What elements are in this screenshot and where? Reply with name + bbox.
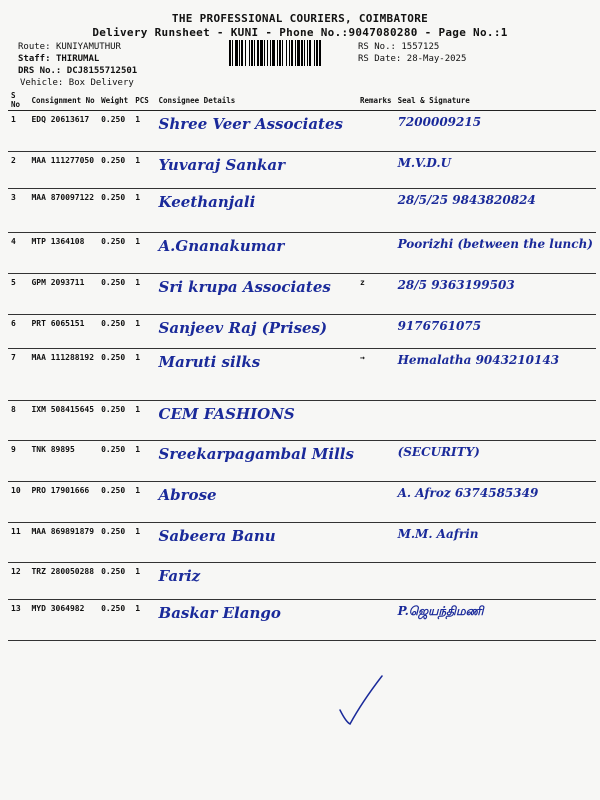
drs-line xyxy=(18,67,137,76)
weight: 0.250 xyxy=(98,274,132,315)
table-row xyxy=(8,152,596,189)
weight: 0.250 xyxy=(98,401,132,441)
barcode-bar xyxy=(249,40,250,66)
barcode-bar xyxy=(279,40,281,66)
remarks xyxy=(357,111,395,152)
weight: 0.250 xyxy=(98,315,132,349)
rs-no-line xyxy=(358,43,439,52)
runsheet-subtitle: Delivery Runsheet - KUNI - Phone No.:9047080280 - Page No.:1 xyxy=(92,26,508,39)
table-row xyxy=(8,274,596,315)
consignment-no: GPM 2093711 xyxy=(28,274,98,315)
consignment-no: MAA 869891879 xyxy=(28,523,98,563)
row-sno: 6 xyxy=(8,315,28,349)
consignee-details: Abrose xyxy=(156,482,357,523)
barcode-bar xyxy=(254,40,255,66)
table-row xyxy=(8,482,596,523)
barcode-bar xyxy=(309,40,311,66)
pieces: 1 xyxy=(132,111,155,152)
remarks xyxy=(357,315,395,349)
consignee-details: Shree Veer Associates xyxy=(156,111,357,152)
barcode-bar xyxy=(251,40,253,66)
runsheet-table xyxy=(8,90,596,641)
consignment-no: MAA 111288192 xyxy=(28,349,98,401)
remarks: z xyxy=(357,274,395,315)
pieces: 1 xyxy=(132,482,155,523)
pieces: 1 xyxy=(132,563,155,600)
remarks xyxy=(357,152,395,189)
barcode-bar xyxy=(319,40,321,66)
table-row xyxy=(8,401,596,441)
row-sno: 7 xyxy=(8,349,28,401)
remarks xyxy=(357,401,395,441)
consignee-details: CEM FASHIONS xyxy=(156,401,357,441)
row-sno: 13 xyxy=(8,600,28,641)
col-header: Consignee Details xyxy=(156,90,357,111)
remarks xyxy=(357,523,395,563)
pieces: 1 xyxy=(132,189,155,233)
vehicle-value: Box Delivery xyxy=(68,78,134,88)
seal-signature: Poorizhi (between the lunch) xyxy=(395,233,596,274)
row-sno: 11 xyxy=(8,523,28,563)
barcode-bar xyxy=(286,40,287,66)
seal-signature: M.V.D.U xyxy=(395,152,596,189)
weight: 0.250 xyxy=(98,441,132,482)
table-row xyxy=(8,523,596,563)
staff-label: Staff: xyxy=(18,54,51,64)
consignee-details: Fariz xyxy=(156,563,357,600)
pieces: 1 xyxy=(132,401,155,441)
remarks xyxy=(357,189,395,233)
vehicle-label: Vehicle: xyxy=(20,78,64,88)
barcode-bar xyxy=(277,40,278,66)
remarks xyxy=(357,600,395,641)
seal-signature: 7200009215 xyxy=(395,111,596,152)
barcode-bar xyxy=(270,40,271,66)
seal-signature xyxy=(395,401,596,441)
barcode-bar xyxy=(235,40,238,66)
row-sno: 4 xyxy=(8,233,28,274)
consignee-details: Sanjeev Raj (Prises) xyxy=(156,315,357,349)
drs-label: DRS No.: xyxy=(18,66,62,76)
col-header: Seal & Signature xyxy=(395,90,596,111)
barcode-bar xyxy=(295,40,296,66)
row-sno: 9 xyxy=(8,441,28,482)
row-sno: 5 xyxy=(8,274,28,315)
consignment-no: MAA 870097122 xyxy=(28,189,98,233)
consignee-details: Baskar Elango xyxy=(156,600,357,641)
weight: 0.250 xyxy=(98,349,132,401)
table-row xyxy=(8,233,596,274)
row-sno: 2 xyxy=(8,152,28,189)
consignment-no: IXM 508415645 xyxy=(28,401,98,441)
barcode-bar xyxy=(267,40,268,66)
seal-signature: P.ஜெயந்திமணி xyxy=(395,600,596,641)
pieces: 1 xyxy=(132,523,155,563)
barcode-bar xyxy=(301,40,303,66)
consignee-details: Sabeera Banu xyxy=(156,523,357,563)
table-row xyxy=(8,315,596,349)
consignment-no: MYD 3064982 xyxy=(28,600,98,641)
company-title: THE PROFESSIONAL COURIERS, COIMBATORE xyxy=(171,12,429,25)
seal-signature xyxy=(395,563,596,600)
seal-signature: Hemalatha 9043210143 xyxy=(395,349,596,401)
weight: 0.250 xyxy=(98,233,132,274)
remarks xyxy=(357,233,395,274)
consignment-no: MTP 1364108 xyxy=(28,233,98,274)
barcode-bar xyxy=(314,40,315,66)
barcode-bar xyxy=(289,40,290,66)
table-row xyxy=(8,600,596,641)
barcode-bar xyxy=(245,40,246,66)
weight: 0.250 xyxy=(98,111,132,152)
remarks xyxy=(357,563,395,600)
pieces: 1 xyxy=(132,349,155,401)
pieces: 1 xyxy=(132,441,155,482)
rs-date-line xyxy=(358,55,466,64)
barcode-bar xyxy=(229,40,231,66)
row-sno: 10 xyxy=(8,482,28,523)
table-row xyxy=(8,189,596,233)
weight: 0.250 xyxy=(98,523,132,563)
col-header: Consignment No xyxy=(28,90,98,111)
remarks: → xyxy=(357,349,395,401)
barcode-bar xyxy=(291,40,293,66)
table-header-row xyxy=(8,90,596,111)
consignee-details: Maruti silks xyxy=(156,349,357,401)
col-header: PCS xyxy=(132,90,155,111)
consignment-no: TNK 89895 xyxy=(28,441,98,482)
barcode-bar xyxy=(264,40,265,66)
barcode xyxy=(229,40,353,66)
row-sno: 3 xyxy=(8,189,28,233)
seal-signature: M.M. Aafrin xyxy=(395,523,596,563)
weight: 0.250 xyxy=(98,189,132,233)
barcode-bar xyxy=(241,40,243,66)
table-row xyxy=(8,441,596,482)
consignment-no: PRO 17901666 xyxy=(28,482,98,523)
rs-no-label: RS No.: xyxy=(358,42,396,52)
weight: 0.250 xyxy=(98,482,132,523)
barcode-bar xyxy=(304,40,305,66)
weight: 0.250 xyxy=(98,600,132,641)
barcode-bar xyxy=(232,40,233,66)
barcode-bar xyxy=(307,40,308,66)
staff-value: THIRUMAL xyxy=(55,54,100,64)
barcode-bar xyxy=(257,40,259,66)
remarks xyxy=(357,482,395,523)
consignee-details: Sri krupa Associates xyxy=(156,274,357,315)
seal-signature: A. Afroz 6374585349 xyxy=(395,482,596,523)
rs-date-label: RS Date: xyxy=(358,54,402,64)
checkmark-icon xyxy=(336,672,386,728)
pieces: 1 xyxy=(132,152,155,189)
table-row xyxy=(8,563,596,600)
consignee-details: A.Gnanakumar xyxy=(156,233,357,274)
consignee-details: Keethanjali xyxy=(156,189,357,233)
consignment-no: PRT 6065151 xyxy=(28,315,98,349)
consignment-no: EDQ 20613617 xyxy=(28,111,98,152)
consignment-no: MAA 111277050 xyxy=(28,152,98,189)
row-sno: 12 xyxy=(8,563,28,600)
pieces: 1 xyxy=(132,315,155,349)
route-label: Route: xyxy=(18,42,51,52)
pieces: 1 xyxy=(132,600,155,641)
weight: 0.250 xyxy=(98,563,132,600)
col-header: S No xyxy=(8,90,28,111)
col-header: Weight xyxy=(98,90,132,111)
consignee-details: Yuvaraj Sankar xyxy=(156,152,357,189)
seal-signature: 28/5/25 9843820824 xyxy=(395,189,596,233)
rs-no-value: 1557125 xyxy=(401,42,440,52)
row-sno: 8 xyxy=(8,401,28,441)
remarks xyxy=(357,441,395,482)
consignment-no: TRZ 280050288 xyxy=(28,563,98,600)
seal-signature: (SECURITY) xyxy=(395,441,596,482)
staff-line xyxy=(18,55,99,64)
barcode-bar xyxy=(297,40,300,66)
row-sno: 1 xyxy=(8,111,28,152)
pieces: 1 xyxy=(132,233,155,274)
consignee-details: Sreekarpagambal Mills xyxy=(156,441,357,482)
table-row xyxy=(8,111,596,152)
seal-signature: 28/5 9363199503 xyxy=(395,274,596,315)
barcode-bar xyxy=(316,40,318,66)
rs-date-value: 28-May-2025 xyxy=(406,54,467,64)
table-row xyxy=(8,349,596,401)
col-header: Remarks xyxy=(357,90,395,111)
barcode-bar xyxy=(282,40,283,66)
route-line xyxy=(18,43,121,52)
route-value: KUNIYAMUTHUR xyxy=(55,42,121,52)
drs-value: DCJ8155712501 xyxy=(66,66,138,76)
seal-signature: 9176761075 xyxy=(395,315,596,349)
vehicle-line xyxy=(20,79,134,88)
barcode-bar xyxy=(260,40,263,66)
barcode-bar xyxy=(239,40,240,66)
barcode-bar xyxy=(272,40,275,66)
weight: 0.250 xyxy=(98,152,132,189)
pieces: 1 xyxy=(132,274,155,315)
